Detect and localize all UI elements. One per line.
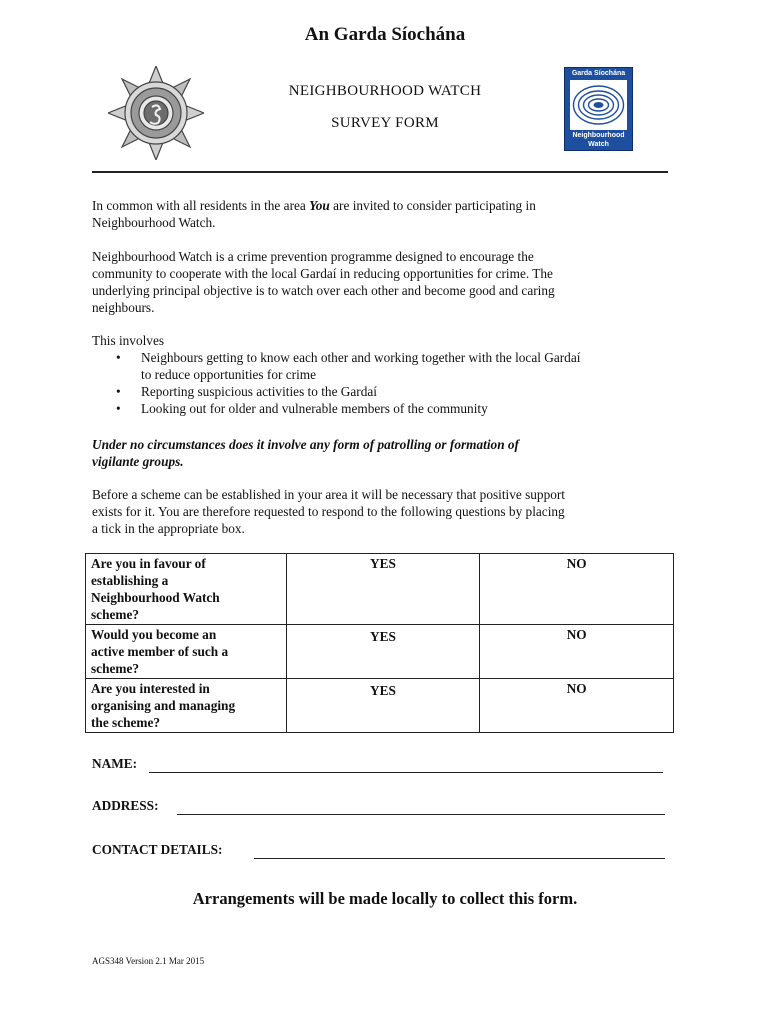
form-title-line2: SURVEY FORM: [331, 115, 439, 131]
warning-line: vigilante groups.: [92, 454, 184, 469]
involves-label: This involves: [92, 333, 165, 348]
closing-note: Arrangements will be made locally to collect this form.: [192, 889, 578, 908]
request-line: a tick in the appropriate box.: [92, 521, 245, 536]
intro-text-before: In common with all residents in the area: [92, 198, 310, 213]
intro-text-after: are invited to consider participating in: [329, 198, 536, 213]
name-label: NAME:: [92, 756, 138, 771]
question-cell: Are you in favour of establishing a Neighbourhood Watch scheme?: [86, 554, 287, 625]
yes-label: YES: [370, 683, 396, 698]
contact-details-input-line[interactable]: [254, 858, 665, 859]
bullet-icon: •: [116, 384, 121, 399]
org-title: An Garda Síochána: [304, 24, 466, 45]
bullet-icon: •: [116, 401, 121, 416]
yes-checkbox-cell[interactable]: [286, 554, 480, 625]
list-item-text: to reduce opportunities for crime: [141, 367, 317, 382]
request-line: exists for it. You are therefore requested to respond to the following questions by placing: [92, 504, 565, 519]
no-label: NO: [566, 556, 587, 571]
intro-text-line2: Neighbourhood Watch.: [92, 215, 216, 230]
name-input-line[interactable]: [149, 772, 663, 773]
logo-top-text: Garda Síochána: [571, 70, 626, 77]
no-checkbox-cell[interactable]: [480, 554, 674, 625]
intro-paragraph: [92, 197, 672, 231]
request-paragraph: [92, 486, 672, 537]
involves-list: [92, 349, 672, 417]
address-input-line[interactable]: [177, 814, 665, 815]
question-cell: Would you become an active member of such a scheme?: [86, 625, 287, 679]
eye-emblem-icon: [570, 80, 627, 130]
table-row: [86, 625, 674, 679]
description-paragraph: [92, 248, 672, 316]
garda-crest-logo: [108, 66, 204, 160]
intro-you-emphasis: You: [309, 198, 330, 213]
neighbourhood-watch-logo: [564, 67, 633, 151]
yes-checkbox-cell[interactable]: [286, 625, 480, 679]
no-label: NO: [566, 681, 587, 696]
bullet-icon: •: [116, 350, 121, 365]
list-item-text: Looking out for older and vulnerable members of the community: [141, 401, 488, 416]
list-item: [92, 349, 672, 383]
contact-details-label: CONTACT DETAILS:: [92, 842, 223, 857]
logo-bottom-line1: Neighbourhood: [572, 132, 625, 139]
description-line: neighbours.: [92, 300, 155, 315]
yes-label: YES: [370, 556, 396, 571]
address-label: ADDRESS:: [92, 798, 159, 813]
list-item-text: Neighbours getting to know each other and working together with the local Gardaí: [141, 350, 581, 365]
header-divider: [92, 171, 668, 173]
warning-notice: [92, 436, 672, 470]
description-line: underlying principal objective is to watch over each other and become good and caring: [92, 283, 555, 298]
form-title-line1: NEIGHBOURHOOD WATCH: [288, 83, 482, 99]
no-checkbox-cell[interactable]: [480, 679, 674, 733]
yes-checkbox-cell[interactable]: [286, 679, 480, 733]
question-cell: Are you interested in organising and managing the scheme?: [86, 679, 287, 733]
involves-section: [92, 332, 672, 417]
table-row: [86, 679, 674, 733]
no-label: NO: [566, 627, 587, 642]
list-item: [92, 383, 672, 400]
description-line: community to cooperate with the local Gardaí in reducing opportunities for crime. The: [92, 266, 553, 281]
survey-table: [85, 553, 674, 733]
list-item: [92, 400, 672, 417]
warning-line: Under no circumstances does it involve any form of patrolling or formation of: [92, 437, 519, 452]
list-item-text: Reporting suspicious activities to the Gardaí: [141, 384, 377, 399]
logo-bottom-line2: Watch: [588, 141, 609, 148]
version-footer: AGS348 Version 2.1 Mar 2015: [92, 956, 205, 966]
description-line: Neighbourhood Watch is a crime prevention programme designed to encourage the: [92, 249, 534, 264]
table-row: [86, 554, 674, 625]
no-checkbox-cell[interactable]: [480, 625, 674, 679]
request-line: Before a scheme can be established in your area it will be necessary that positive support: [92, 487, 565, 502]
yes-label: YES: [370, 629, 396, 644]
